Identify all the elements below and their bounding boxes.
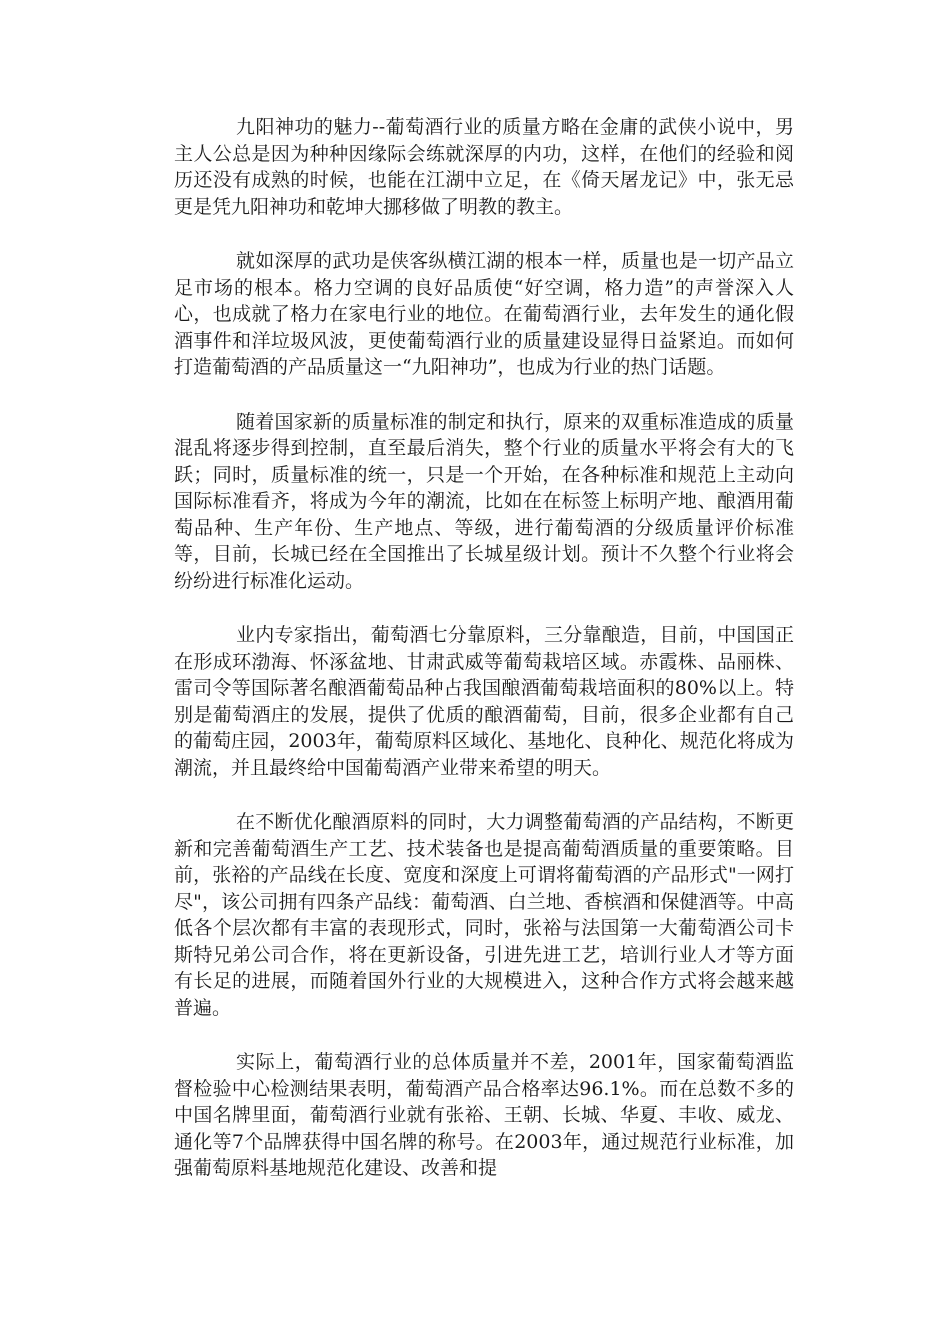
paragraph-4: 业内专家指出，葡萄酒七分靠原料，三分靠酿造，目前，中国国正在形成环渤海、怀涿盆地、甘肃武威等葡萄栽培区域。赤霞株、品丽株、雷司令等国际著名酿酒葡萄品种占我国酿酒葡萄栽培面积的80%以上。特别是葡萄酒庄的发展，提供了优质的酿酒葡萄，目前，很多企业都有自己的葡萄庄园，2003年，葡萄原料区域化、基地化、良种化、规范化将成为潮流，并且最终给中国葡萄酒产业带来希望的明天。 (174, 624, 794, 779)
paragraph-1: 九阳神功的魅力--葡萄酒行业的质量方略在金庸的武侠小说中，男主人公总是因为种种因缘际会练就深厚的内功，这样，在他们的经验和阅历还没有成熟的时候，也能在江湖中立足，在《倚天屠龙记》中，张无忌更是凭九阳神功和乾坤大挪移做了明教的教主。 (174, 116, 794, 218)
paragraph-2: 就如深厚的武功是侠客纵横江湖的根本一样，质量也是一切产品立足市场的根本。格力空调的良好品质使“好空调，格力造”的声誉深入人心，也成就了格力在家电行业的地位。在葡萄酒行业，去年发生的通化假酒事件和洋垃圾风波，更使葡萄酒行业的质量建设显得日益紧迫。而如何打造葡萄酒的产品质量这一“九阳神功”，也成为行业的热门话题。 (174, 250, 794, 378)
paragraph-3: 随着国家新的质量标准的制定和执行，原来的双重标准造成的质量混乱将逐步得到控制，直至最后消失，整个行业的质量水平将会有大的飞跃；同时，质量标准的统一，只是一个开始，在各种标准和规范上主动向国际标准看齐，将成为今年的潮流，比如在在标签上标明产地、酿酒用葡萄品种、生产年份、生产地点、等级，进行葡萄酒的分级质量评价标准等，目前，长城已经在全国推出了长城星级计划。预计不久整个行业将会纷纷进行标准化运动。 (174, 410, 794, 592)
paragraph-5: 在不断优化酿酒原料的同时，大力调整葡萄酒的产品结构，不断更新和完善葡萄酒生产工艺、技术装备也是提高葡萄酒质量的重要策略。目前，张裕的产品线在长度、宽度和深度上可谓将葡萄酒的产品形式"一网打尽"，该公司拥有四条产品线：葡萄酒、白兰地、香槟酒和保健酒等。中高低各个层次都有丰富的表现形式，同时，张裕与法国第一大葡萄酒公司卡斯特兄弟公司合作，将在更新设备，引进先进工艺，培训行业人才等方面有长足的进展，而随着国外行业的大规模进入，这种合作方式将会越来越普遍。 (174, 811, 794, 1019)
paragraph-6: 实际上，葡萄酒行业的总体质量并不差，2001年，国家葡萄酒监督检验中心检测结果表明，葡萄酒产品合格率达96.1%。而在总数不多的中国名牌里面，葡萄酒行业就有张裕、王朝、长城、华夏、丰收、威龙、通化等7个品牌获得中国名牌的称号。在2003年，通过规范行业标准，加强葡萄原料基地规范化建设、改善和提 (174, 1051, 794, 1179)
document-body (174, 114, 794, 1210)
